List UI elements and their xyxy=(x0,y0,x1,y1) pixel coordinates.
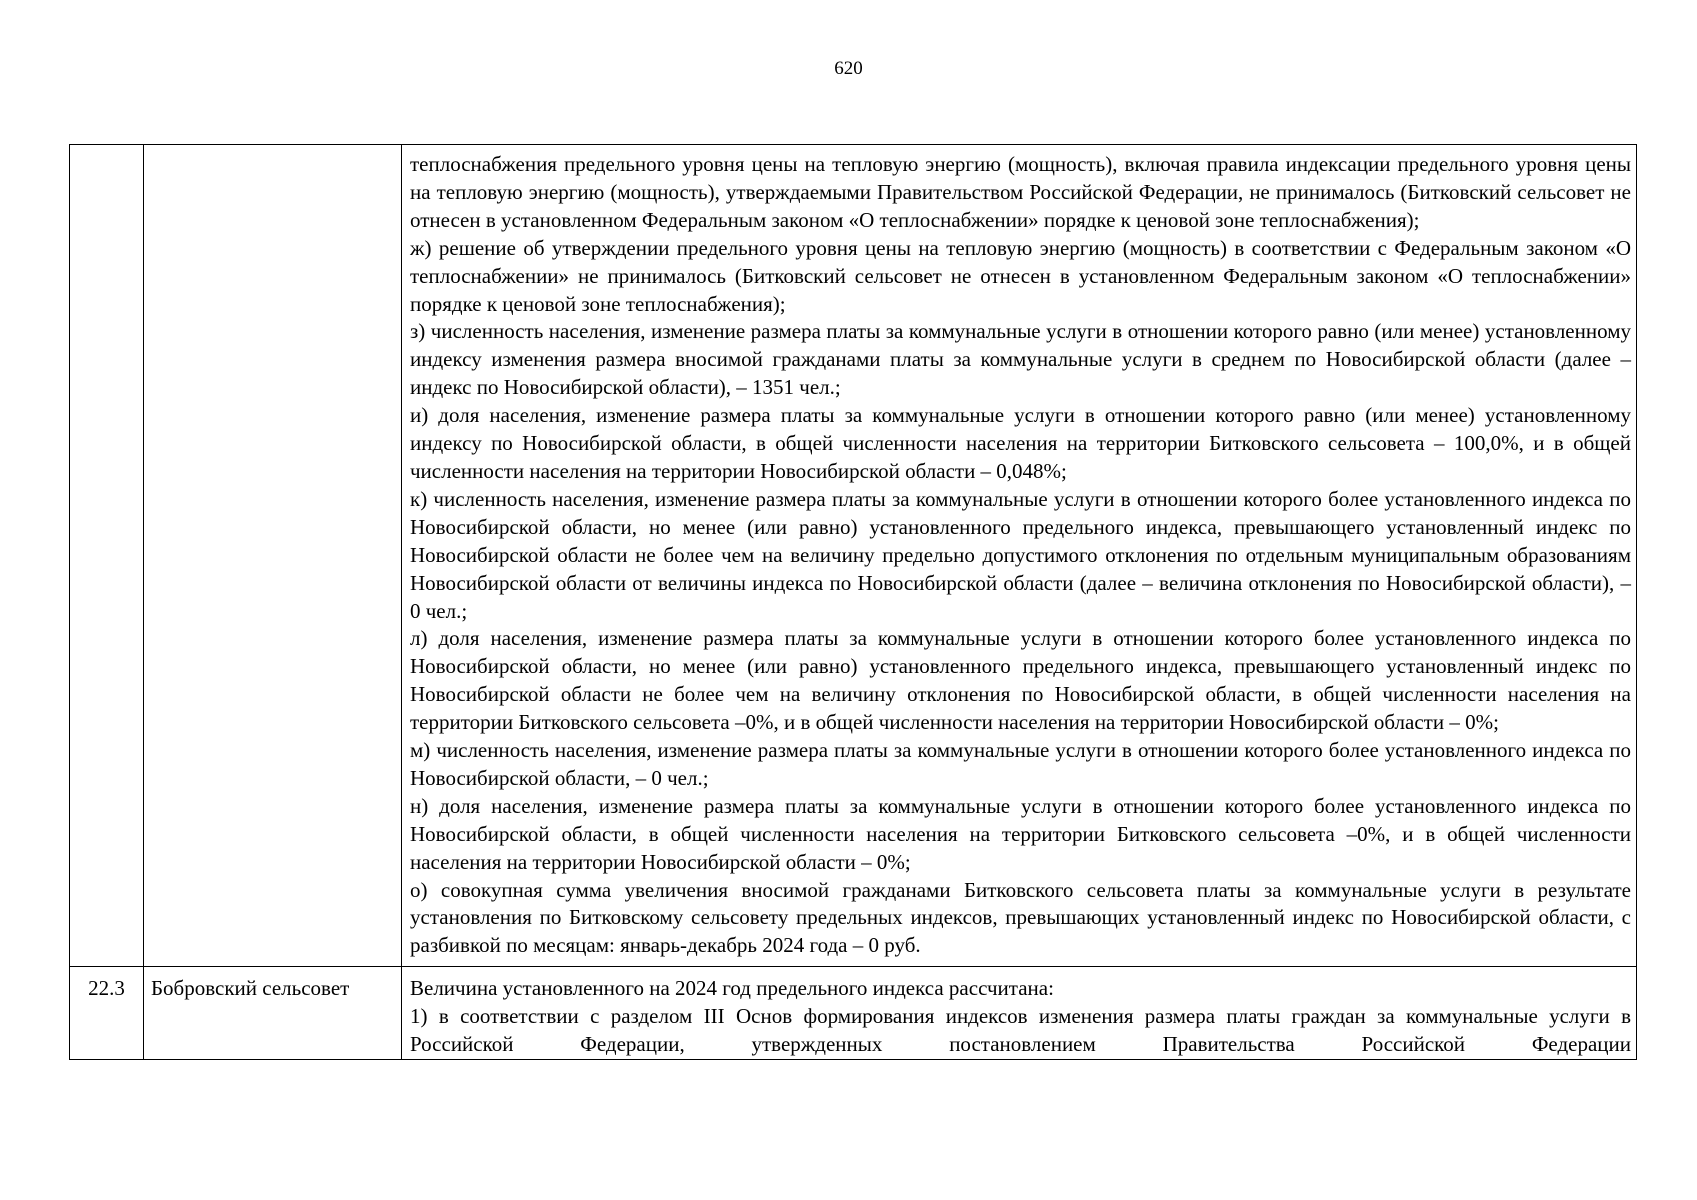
paragraph-o: о) совокупная сумма увеличения вносимой гражданами Битковского сельсовета платы за коммунальные услуги в результате установления по Битковскому сельсовету предельных индексов, превышающих установленный индекс по Новосибирской области, с разбивкой по месяцам: январь-декабрь 2024 года – 0 руб. xyxy=(410,877,1631,958)
description-cell xyxy=(402,145,1637,967)
row-number-cell: 22.3 xyxy=(70,967,144,1060)
paragraph-i: и) доля населения, изменение размера платы за коммунальные услуги в отношении которого равно (или менее) установленному индексу по Новосибирской области, в общей численности населения на территории Битковского сельсовета – 100,0%, и в общей численности населения на территории Новосибирской области – 0,048%; xyxy=(410,403,1631,483)
municipality-name-cell xyxy=(144,145,402,967)
paragraph-k: к) численность населения, изменение размера платы за коммунальные услуги в отношении которого более установленного индекса по Новосибирской области, но менее (или равно) установленного предельного индекса, превышающего установленный индекс по Новосибирской области не более чем на величину предельно допустимого отклонения по отдельным муниципальным образованиям Новосибирской области от величины индекса по Новосибирской области (далее – величина отклонения по Новосибирской области), – 0 чел.; xyxy=(410,486,1631,623)
paragraph-1: 1) в соответствии с разделом III Основ формирования индексов изменения размера платы граждан за коммунальные услуги в Российской Федерации, утвержденных постановлением Правительства Российской Федерации xyxy=(410,1004,1631,1057)
page-number: 620 xyxy=(834,58,863,79)
paragraph-zh: ж) решение об утверждении предельного уровня цены на тепловую энергию (мощность) в соответствии с Федеральным законом «О теплоснабжении» не принималось (Битковский сельсовет не отнесен в установленном Федеральным законом «О теплоснабжении» порядке к ценовой зоне теплоснабжения); xyxy=(410,235,1631,316)
paragraph-n: н) доля населения, изменение размера платы за коммунальные услуги в отношении которого более установленного индекса по Новосибирской области, в общей численности населения на территории Битковского сельсовета –0%, и в общей численности населения на территории Новосибирской области – 0%; xyxy=(410,793,1631,874)
paragraph: теплоснабжения предельного уровня цены на тепловую энергию (мощность), включая правила индексации предельного уровня цены на тепловую энергию (мощность), утверждаемыми Правительством Российской Федерации, не принималось (Битковский сельсовет не отнесен в установленном Федеральным законом «О теплоснабжении» порядке к ценовой зоне теплоснабжения); xyxy=(410,152,1631,232)
paragraph-intro: Величина установленного на 2024 год предельного индекса рассчитана: xyxy=(410,976,1054,1001)
table-row xyxy=(70,967,1637,1060)
paragraph-l: л) доля населения, изменение размера платы за коммунальные услуги в отношении которого более установленного индекса по Новосибирской области, но менее (или равно) установленного предельного индекса, превышающего установленный индекс по Новосибирской области не более чем на величину отклонения по Новосибирской области, в общей численности населения на территории Битковского сельсовета –0%, и в общей численности населения на территории Новосибирской области – 0%; xyxy=(410,626,1631,735)
description-cell xyxy=(402,967,1637,1060)
table-row xyxy=(70,145,1637,967)
paragraph-m: м) численность населения, изменение размера платы за коммунальные услуги в отношении которого более установленного индекса по Новосибирской области, – 0 чел.; xyxy=(410,738,1631,790)
row-number-cell xyxy=(70,145,144,967)
municipality-table xyxy=(69,144,1637,1060)
paragraph-z: з) численность населения, изменение размера платы за коммунальные услуги в отношении которого равно (или менее) установленному индексу изменения размера вносимой гражданами платы за коммунальные услуги в среднем по Новосибирской области (далее – индекс по Новосибирской области), – 1351 чел.; xyxy=(410,319,1631,400)
municipality-name-cell: Бобровский сельсовет xyxy=(144,967,402,1060)
